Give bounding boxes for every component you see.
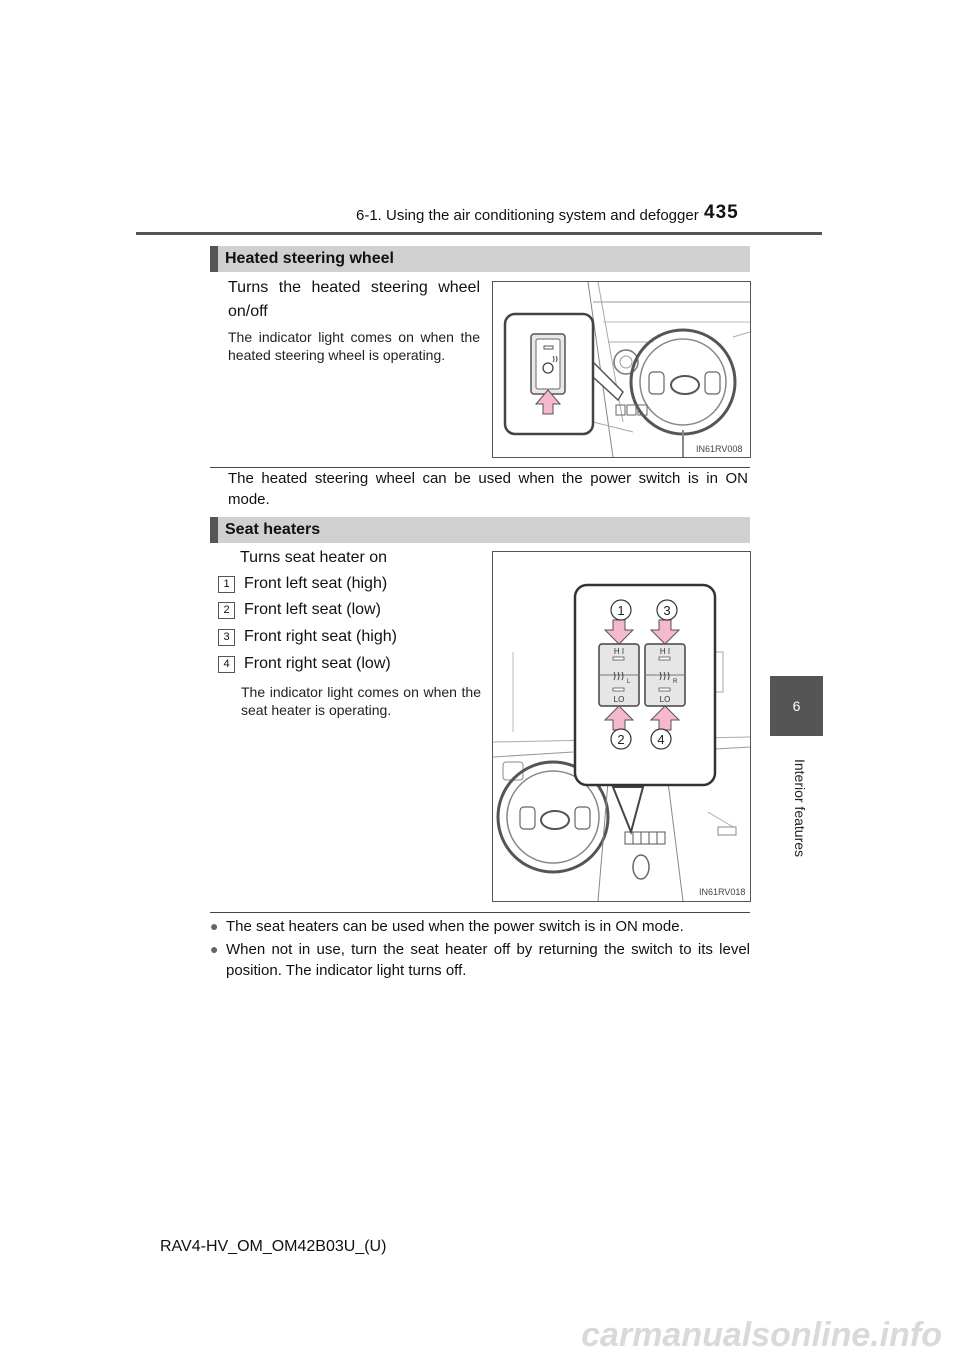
seat-heaters-figure [492, 551, 751, 902]
page-number: 435 [704, 202, 739, 223]
steering-illustration [493, 282, 750, 457]
switch-hi-label-left: H I [613, 647, 625, 656]
bullet-icon: ● [210, 941, 219, 957]
heated-steering-figure [492, 281, 751, 458]
switch-hi-label-right: H I [659, 647, 671, 656]
switch-r-label: R [673, 679, 678, 685]
seat-heaters-main-text: Turns seat heater on [240, 549, 388, 566]
divider-rule [210, 912, 750, 913]
section-title-heated-steering: Heated steering wheel [210, 246, 750, 272]
note-item [210, 916, 750, 937]
switch-lo-label-left: LO [613, 695, 625, 704]
heated-steering-footnote: The heated steering wheel can be used when the power switch is in ON mode. [228, 470, 748, 508]
running-header: 6-1. Using the air conditioning system and defogger [356, 207, 699, 224]
section-title-seat-heaters: Seat heaters [210, 517, 750, 543]
header-rule [136, 232, 822, 235]
heated-steering-note: The indicator light comes on when the heated steering wheel is operating. [228, 329, 480, 363]
switch-lo-label-right: LO [659, 695, 671, 704]
watermark: carmanualsonline.info [581, 1316, 942, 1354]
chapter-tab: 6 [770, 676, 823, 736]
document-code: RAV4-HV_OM_OM42B03U_(U) [160, 1238, 387, 1255]
callout-3: 3 [663, 603, 671, 618]
switch-l-label: L [627, 679, 631, 685]
item-label: Front right seat (high) [244, 628, 397, 645]
callout-4: 4 [657, 732, 665, 747]
figure-code-seat: IN61RV018 [699, 887, 746, 897]
list-item [218, 652, 391, 676]
item-number-badge: 4 [218, 656, 235, 673]
note-text: The seat heaters can be used when the power switch is in ON mode. [226, 918, 684, 935]
list-item [218, 625, 397, 649]
bullet-icon: ● [210, 918, 219, 934]
item-number-badge: 3 [218, 629, 235, 646]
note-item [210, 939, 750, 981]
figure-code-steering: IN61RV008 [696, 444, 743, 454]
callout-1: 1 [617, 603, 625, 618]
list-item [218, 572, 387, 596]
chapter-label: Interior features [792, 758, 808, 858]
item-label: Front left seat (low) [244, 601, 381, 618]
callout-2: 2 [617, 732, 625, 747]
item-label: Front left seat (high) [244, 575, 388, 592]
list-item [218, 598, 381, 622]
item-label: Front right seat (low) [244, 655, 391, 672]
item-number-badge: 2 [218, 602, 235, 619]
heated-steering-main-text: Turns the heated steering wheel on/off [228, 279, 480, 320]
item-number-badge: 1 [218, 576, 235, 593]
seat-heater-illustration [493, 552, 750, 901]
note-text: When not in use, turn the seat heater off by returning the switch to its level position. The indicator light turns off. [226, 941, 750, 979]
seat-heaters-note: The indicator light comes on when the seat heater is operating. [241, 684, 481, 718]
